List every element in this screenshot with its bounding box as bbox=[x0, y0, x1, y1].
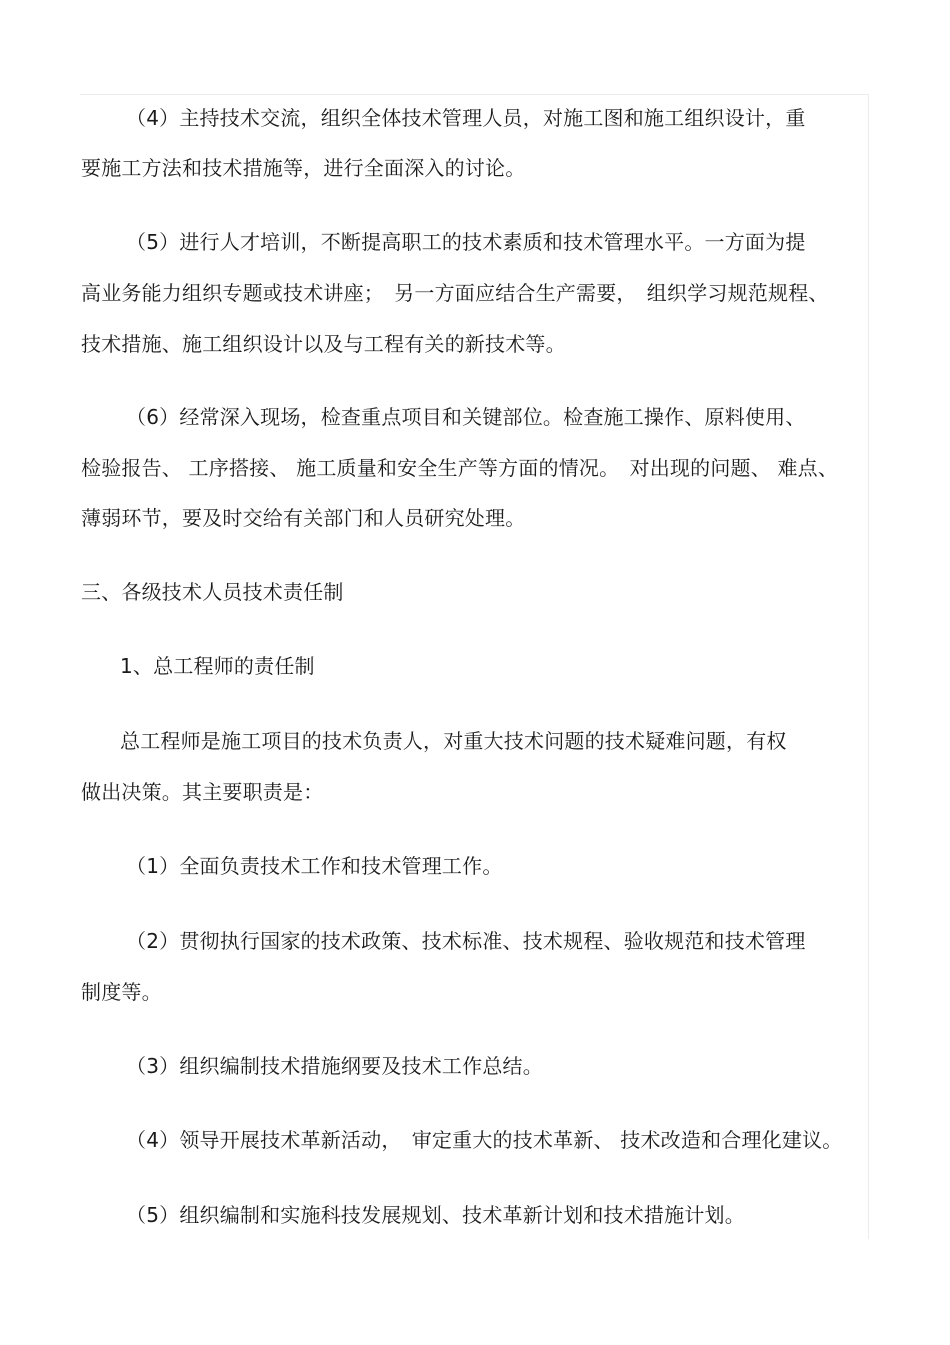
paragraph-line: 制度等。 bbox=[81, 980, 162, 1004]
paragraph-line: （6）经常深入现场，检查重点项目和关键部位。检查施工操作、原料使用、 bbox=[126, 405, 806, 429]
paragraph-line: 要施工方法和技术措施等，进行全面深入的讨论。 bbox=[81, 156, 526, 180]
paragraph-line: 高业务能力组织专题或技术讲座； 另一方面应结合生产需要， 组织学习规范规程、 bbox=[81, 281, 829, 305]
subsection-heading: 1、总工程师的责任制 bbox=[120, 654, 315, 678]
list-item: （1）全面负责技术工作和技术管理工作。 bbox=[126, 854, 503, 878]
paragraph-line: 总工程师是施工项目的技术负责人，对重大技术问题的技术疑难问题，有权 bbox=[120, 729, 787, 753]
paragraph-line: 技术措施、施工组织设计以及与工程有关的新技术等。 bbox=[81, 332, 566, 356]
paragraph-line: 检验报告、 工序搭接、 施工质量和安全生产等方面的情况。 对出现的问题、 难点、 bbox=[81, 456, 839, 480]
paragraph-line: （5）进行人才培训，不断提高职工的技术素质和技术管理水平。一方面为提 bbox=[126, 230, 806, 254]
list-item: （3）组织编制技术措施纲要及技术工作总结。 bbox=[126, 1054, 543, 1078]
paragraph-line: （4）主持技术交流，组织全体技术管理人员，对施工图和施工组织设计，重 bbox=[126, 106, 806, 130]
list-item: （5）组织编制和实施科技发展规划、技术革新计划和技术措施计划。 bbox=[126, 1203, 745, 1227]
section-heading: 三、各级技术人员技术责任制 bbox=[81, 580, 344, 604]
paragraph-line: 薄弱环节，要及时交给有关部门和人员研究处理。 bbox=[81, 506, 526, 530]
list-item: （4）领导开展技术革新活动， 审定重大的技术革新、 技术改造和合理化建议。 bbox=[126, 1128, 843, 1152]
paragraph-line: 做出决策。其主要职责是： bbox=[81, 780, 324, 804]
list-item: （2）贯彻执行国家的技术政策、技术标准、技术规程、验收规范和技术管理 bbox=[126, 929, 806, 953]
